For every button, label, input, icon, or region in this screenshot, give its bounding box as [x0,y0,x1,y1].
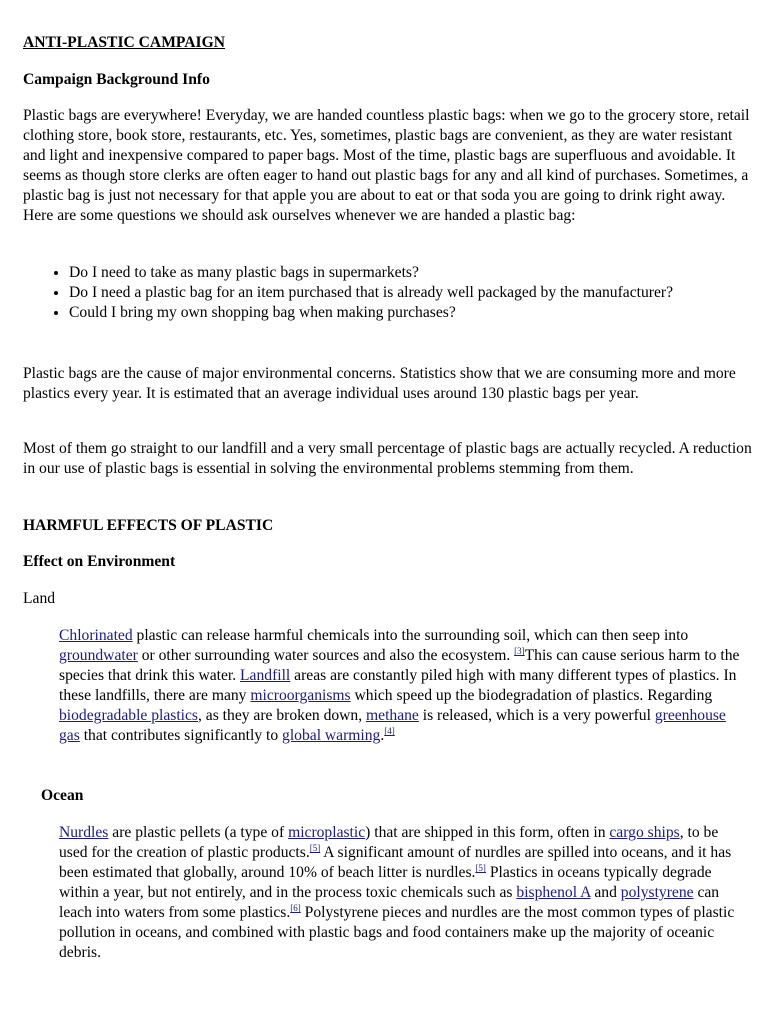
ocean-text: can leach into waters from some plastics. [59,884,720,921]
list-item: • Could I bring my own shopping bag when making purchases? [69,303,768,323]
background-heading: Campaign Background Info [23,71,210,88]
land-text: This can cause serious harm to the species that drink this water. [59,647,740,684]
ocean-paragraph [59,823,747,963]
land-paragraph [59,626,747,746]
ocean-heading: Ocean [41,787,84,804]
link-landfill[interactable]: Landfill [240,667,291,684]
land-heading: Land [23,590,56,607]
land-text: . [380,727,385,744]
reference-link[interactable]: [6] [290,903,301,913]
land-text: which speed up the biodegradation of plastics. Regarding [350,687,713,704]
land-text: areas are constantly piled high with many different types of plastics. In these landfills, there are many [59,667,737,704]
landfill-paragraph: Most of them go straight to our landfill and a very small percentage of plastic bags are actually recycled. A reduction in our use of plastic bags is essential in solving the environmental problems stemming from them. [23,440,752,477]
reference-link[interactable]: [5] [475,863,486,873]
ocean-text: Plastics in oceans typically degrade within a year, but not entirely, and in the process toxic chemicals such as [59,864,712,901]
link-global-warming[interactable]: global warming [282,727,381,744]
ocean-text: , to be used for the creation of plastic products. [59,824,719,861]
land-text: plastic can release harmful chemicals into the surrounding soil, which can then seep into [132,627,689,644]
link-greenhouse-gas[interactable]: greenhouse gas [59,707,726,744]
link-microplastic[interactable]: microplastic [288,824,366,841]
questions-list [23,263,768,323]
land-text: that contributes significantly to [79,727,283,744]
reference-link[interactable]: [5] [309,843,321,853]
ocean-text: ) that are shipped in this form, often in [365,824,610,841]
link-biodegradable-plastics[interactable]: biodegradable plastics [59,707,198,724]
land-text: is released, which is a very powerful [418,707,655,724]
link-bisphenol-a[interactable]: bisphenol A [516,884,591,901]
link-polystyrene[interactable]: polystyrene [620,884,694,901]
link-groundwater[interactable]: groundwater [59,647,138,664]
ocean-text: A significant amount of nurdles are spilled into oceans, and it has been estimated that globally, around 10% of beach litter is nurdles. [59,844,732,881]
ocean-text: are plastic pellets (a type of [108,824,289,841]
link-methane[interactable]: methane [366,707,419,724]
list-item: • Do I need to take as many plastic bags in supermarkets? [69,263,768,283]
ocean-text: and [590,884,621,901]
concerns-paragraph: Plastic bags are the cause of major environmental concerns. Statistics show that we are consuming more and more plastics every year. It is estimated that an average individual uses around 130 plastic bags per year. [23,365,736,402]
environment-heading: Effect on Environment [23,553,176,570]
ocean-text: Polystyrene pieces and nurdles are the most common types of plastic pollution in oceans, and combined with plastic bags and food containers make up the majority of oceanic debris. [59,904,735,961]
page-title: ANTI-PLASTIC CAMPAIGN [23,34,226,51]
reference-link[interactable]: [3] [514,646,525,656]
link-nurdles[interactable]: Nurdles [59,824,109,841]
list-item: • Do I need a plastic bag for an item purchased that is already well packaged by the manufacturer? [69,283,768,303]
link-microorganisms[interactable]: microorganisms [250,687,351,704]
land-text: or other surrounding water sources and also the ecosystem. [137,647,515,664]
intro-paragraph: Plastic bags are everywhere! Everyday, we are handed countless plastic bags: when we go to the grocery store, retail clothing store, book store, restaurants, etc. Yes, sometimes, plastic bags are convenient, as they are water resistant and light and inexpensive compared to paper bags. Most of the time, plastic bags are superfluous and avoidable. It seems as though store clerks are often eager to hand out plastic bags for any and all kind of purchases. Sometimes, a plastic bag is just not necessary for that apple you are about to eat or that soda you are going to drink right away. Here are some questions we should ask ourselves whenever we are handed a plastic bag: [23,107,750,224]
land-text: , as they are broken down, [198,707,367,724]
harmful-effects-heading: HARMFUL EFFECTS OF PLASTIC [23,517,274,534]
link-cargo-ships[interactable]: cargo ships [609,824,680,841]
link-chlorinated[interactable]: Chlorinated [59,627,133,644]
reference-link[interactable]: [4] [384,726,395,736]
